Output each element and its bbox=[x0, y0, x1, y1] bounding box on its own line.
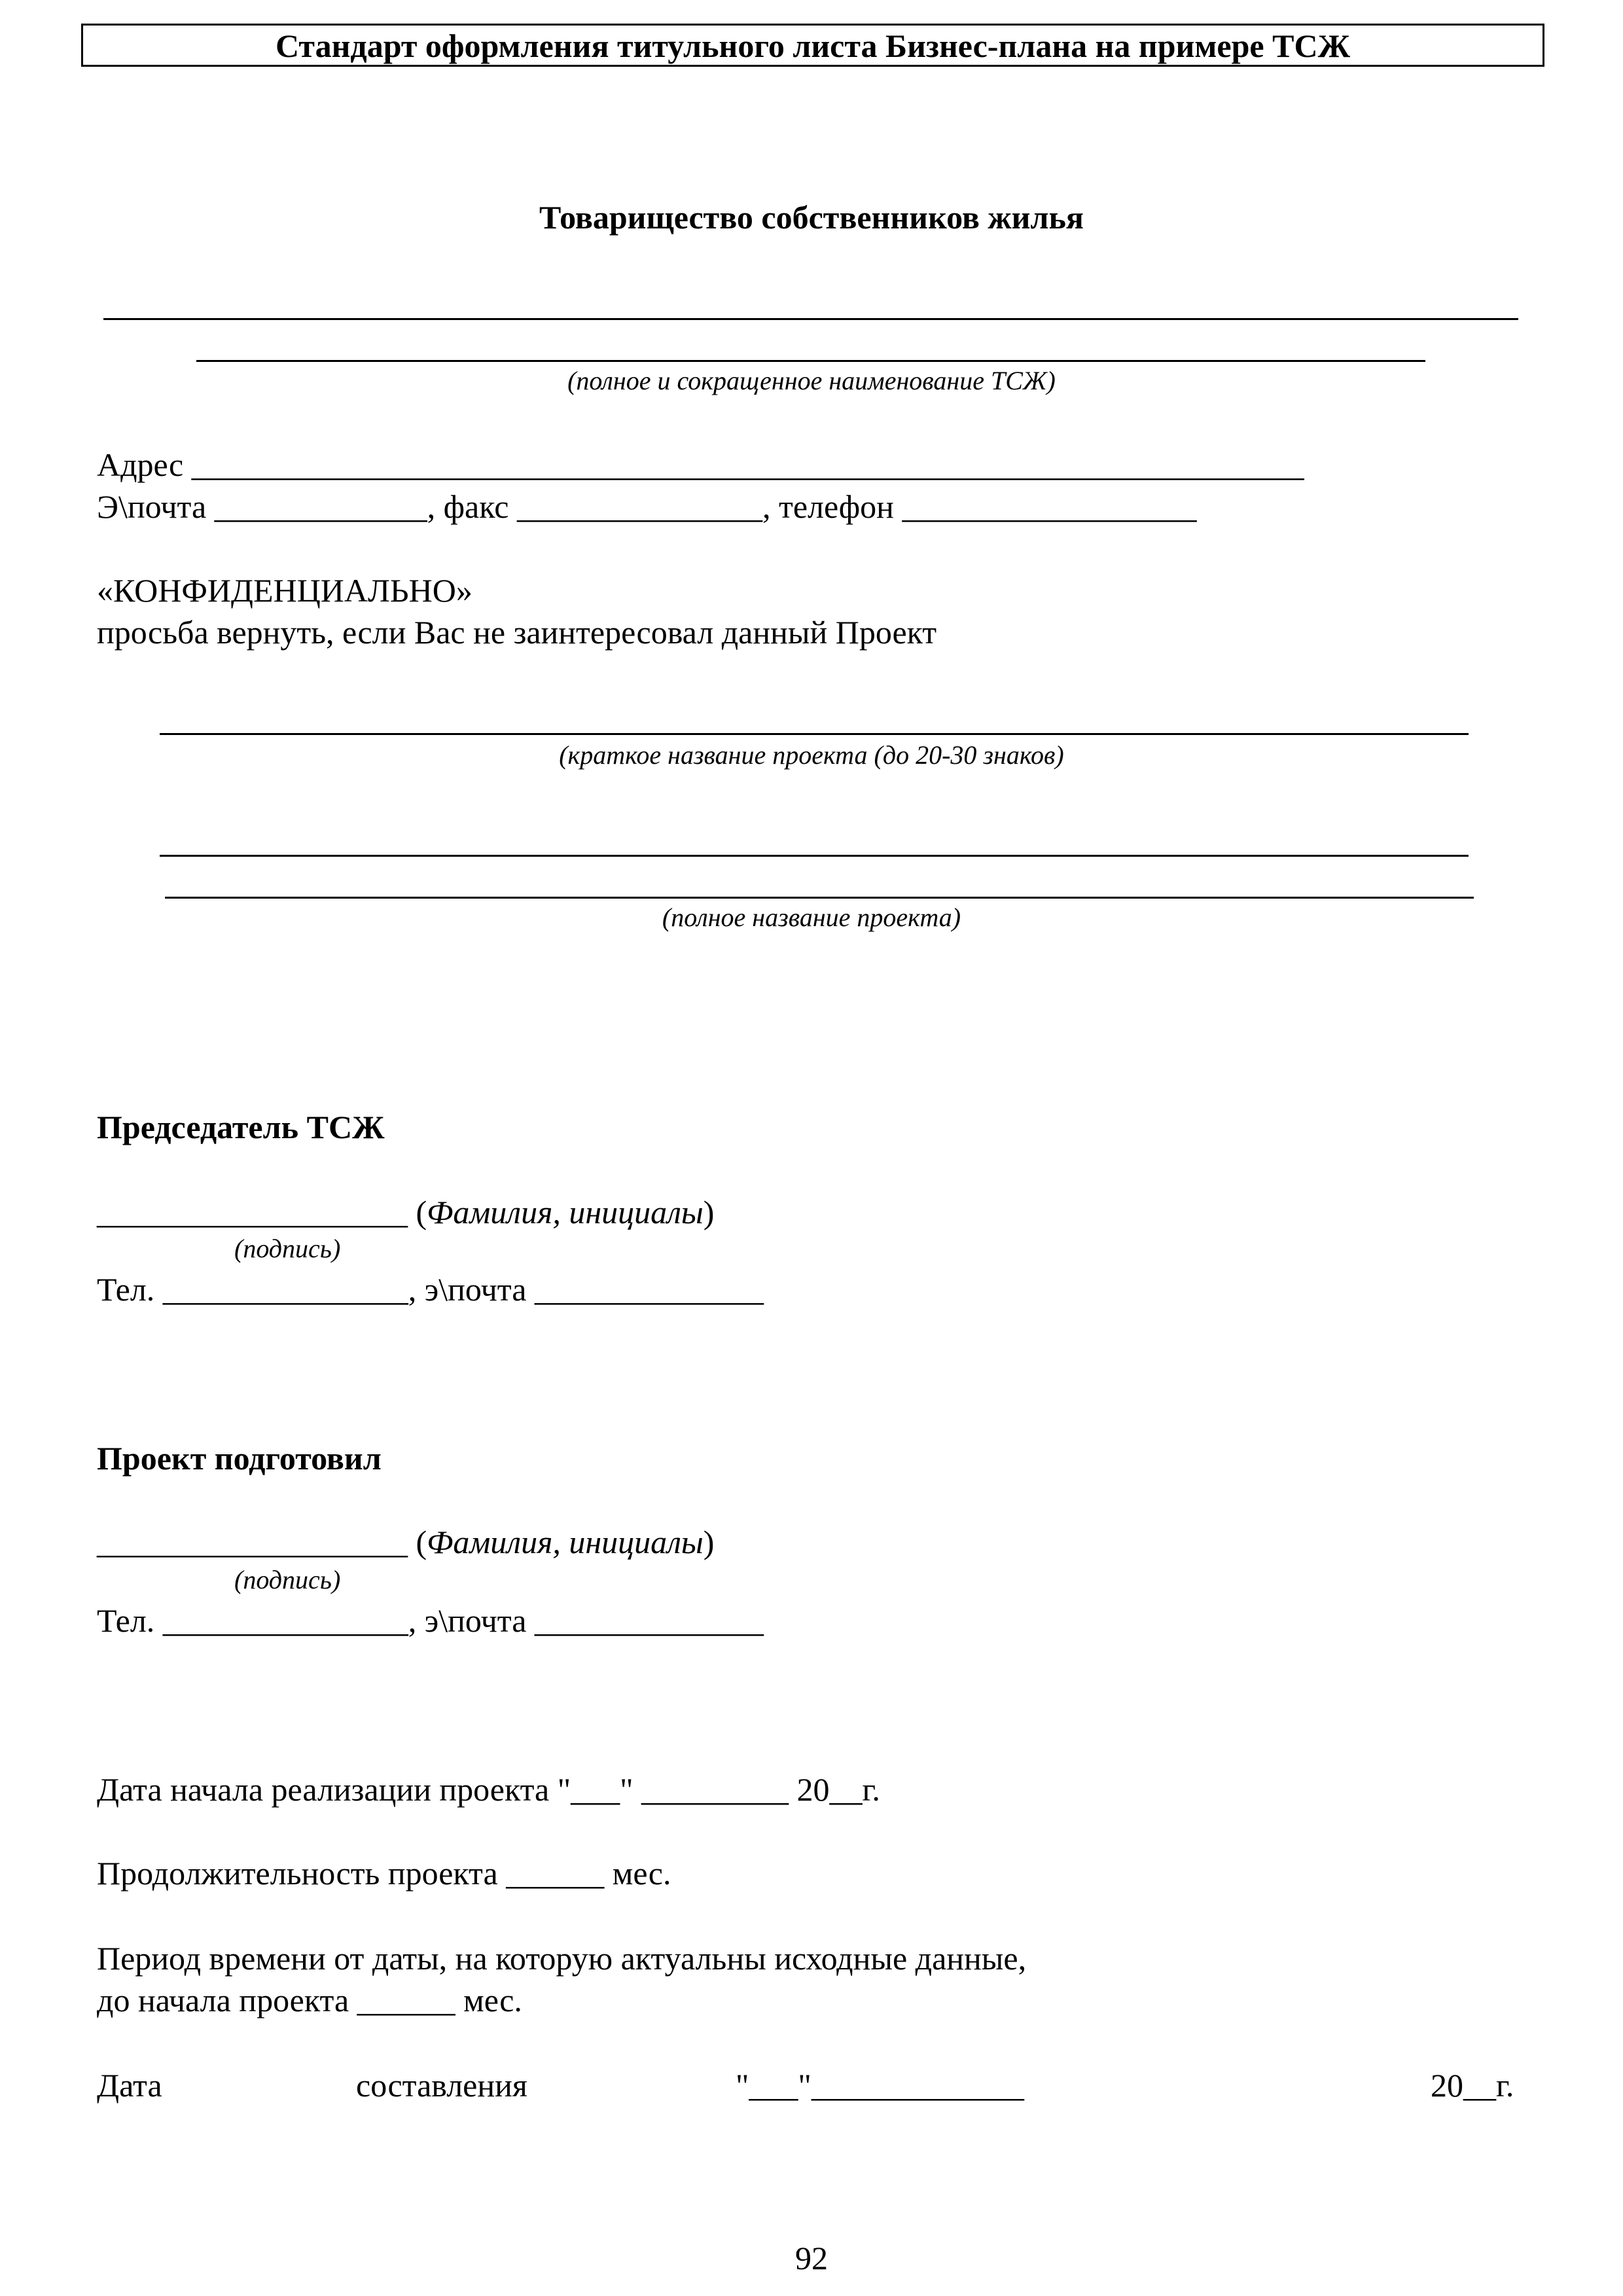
project-short-caption: (краткое название проекта (до 20-30 знаков) bbox=[559, 740, 1064, 770]
chairman-heading: Председатель ТСЖ bbox=[97, 1109, 385, 1145]
project-duration-line: Продолжительность проекта ______ мес. bbox=[97, 1855, 671, 1892]
period-line-2: до начала проекта ______ мес. bbox=[97, 1982, 522, 2018]
period-line-1: Период времени от даты, на которую актуальны исходные данные, bbox=[97, 1940, 1027, 1977]
preparer-signature-blank: ___________________ bbox=[97, 1524, 408, 1560]
preparer-signature-caption: (подпись) bbox=[234, 1565, 341, 1594]
org-name-line-2 bbox=[196, 360, 1425, 362]
preparer-name-open: ( bbox=[408, 1524, 427, 1560]
chairman-name-hint: Фамилия, инициалы bbox=[427, 1194, 704, 1230]
org-name-line-1 bbox=[103, 318, 1518, 320]
preparer-name-close: ) bbox=[703, 1524, 715, 1560]
preparer-heading: Проект подготовил bbox=[97, 1440, 382, 1477]
org-title: Товарищество собственников жилья bbox=[539, 199, 1084, 236]
compiled-year: 20__г. bbox=[1431, 2067, 1514, 2104]
page-header-title: Стандарт оформления титульного листа Бизнес-плана на примере ТСЖ bbox=[81, 24, 1544, 67]
project-full-name-line-1 bbox=[160, 855, 1469, 857]
project-full-name-line-2 bbox=[165, 897, 1474, 899]
confidential-label: «КОНФИДЕНЦИАЛЬНО» bbox=[97, 572, 473, 609]
chairman-signature-blank: ___________________ bbox=[97, 1194, 408, 1230]
preparer-name-hint: Фамилия, инициалы bbox=[427, 1524, 704, 1560]
project-start-date-line: Дата начала реализации проекта "___" _________ 20__г. bbox=[97, 1771, 880, 1808]
preparer-signature-line bbox=[97, 1522, 714, 1562]
page-number: 92 bbox=[795, 2240, 828, 2276]
project-short-name-line bbox=[160, 733, 1469, 735]
compiled-date-blank: "___"_____________ bbox=[736, 2067, 1024, 2104]
chairman-signature-line bbox=[97, 1193, 714, 1232]
email-fax-phone-line: Э\почта _____________, факс _______________, телефон __________________ bbox=[97, 488, 1197, 525]
chairman-name-open: ( bbox=[408, 1194, 427, 1230]
compiled-date-word: Дата bbox=[97, 2067, 162, 2104]
compiled-word: составления bbox=[356, 2067, 527, 2104]
address-line: Адрес ____________________________________________________________________ bbox=[97, 446, 1304, 483]
preparer-contacts-line: Тел. _______________, э\почта ______________ bbox=[97, 1602, 764, 1639]
chairman-contacts-line: Тел. _______________, э\почта ______________ bbox=[97, 1271, 764, 1308]
confidential-note: просьба вернуть, если Вас не заинтересовал данный Проект bbox=[97, 614, 937, 651]
chairman-signature-caption: (подпись) bbox=[234, 1234, 341, 1263]
chairman-name-close: ) bbox=[703, 1194, 715, 1230]
org-name-caption: (полное и сокращенное наименование ТСЖ) bbox=[567, 366, 1056, 395]
project-full-caption: (полное название проекта) bbox=[662, 903, 961, 932]
